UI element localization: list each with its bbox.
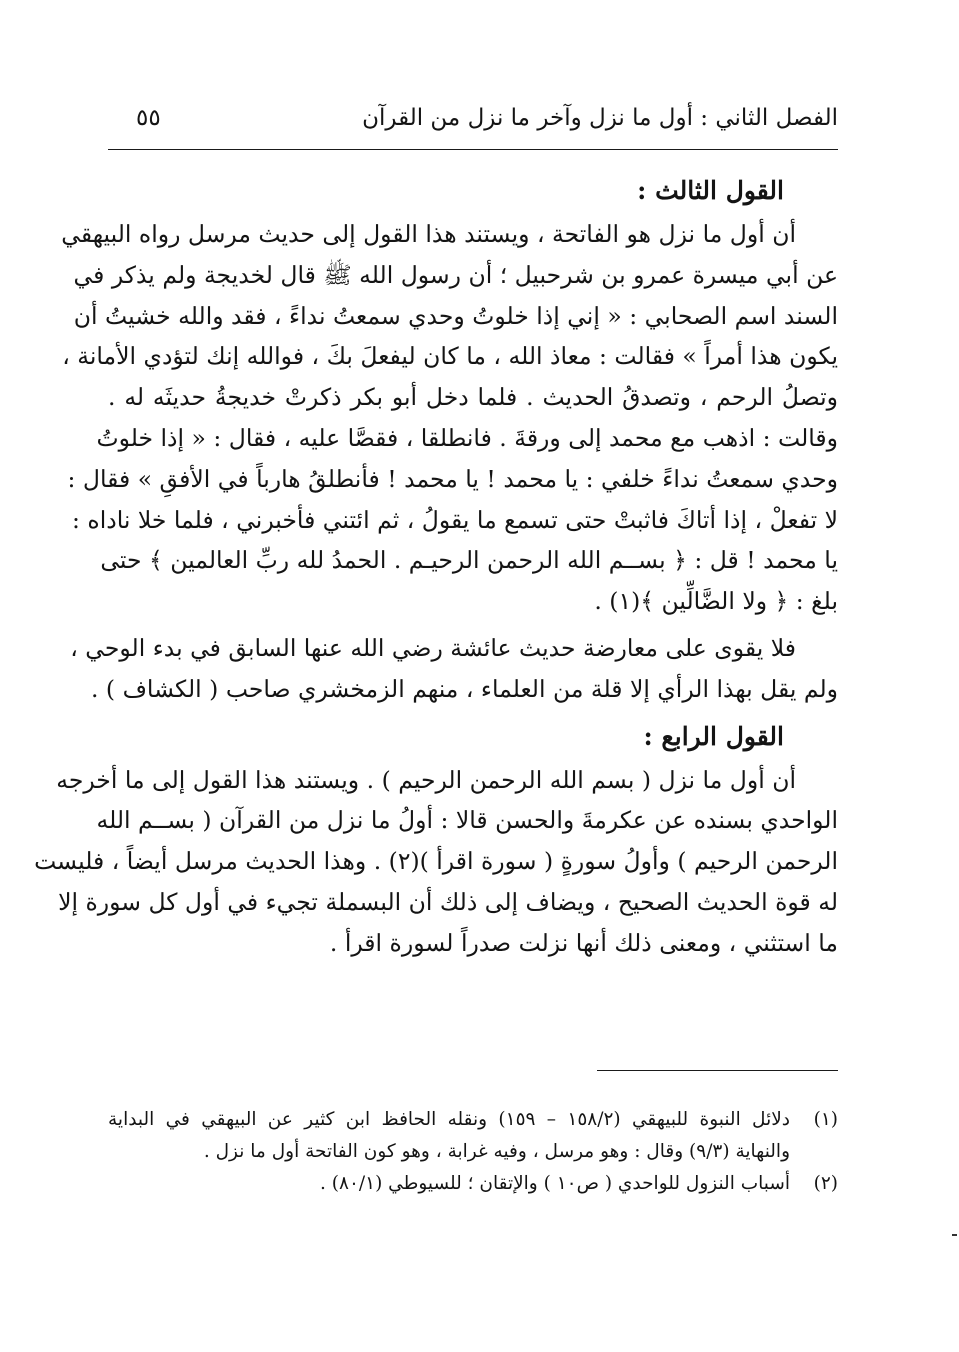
chapter-title: الفصل الثاني : أول ما نزل وآخر ما نزل من القرآن — [362, 105, 838, 131]
main-text — [34, 168, 838, 964]
footnotes — [108, 1104, 838, 1200]
text-line: السند اسم الصحابي : « إني إذا خلوتُ وحدي سمعتُ نداءً ، فقد والله خشيتُ أن — [73, 301, 838, 330]
header-divider — [108, 149, 838, 150]
footnote-number: (٢) — [813, 1173, 838, 1194]
text-line: عن أبي ميسرة عمرو بن شرحبيل ؛ أن رسول الله ﷺ قال لخديجة ولم يذكر في — [73, 260, 838, 289]
footnote-number: (١) — [813, 1109, 838, 1130]
text-line: أن أول ما نزل هو الفاتحة ، ويستند هذا القول إلى حديث مرسل رواه البيهقي — [61, 220, 796, 248]
text-line: له قوة الحديث الصحيح ، ويضاف إلى ذلك أن البسملة تجيء في أول كل سورة إلا — [58, 887, 838, 916]
text-line: ما استثني ، ومعنى ذلك أنها نزلت صدراً لسورة اقرأ . — [329, 928, 838, 957]
footnote-divider — [597, 1070, 838, 1071]
footnote-2 — [108, 1168, 838, 1200]
text-line: ولم يقل بهذا الرأي إلا قلة من العلماء ، منهم الزمخشري صاحب ( الكشاف ) . — [90, 674, 838, 703]
margin-mark — [952, 1234, 957, 1236]
text-line: لا تفعلْ ، إذا أتاكَ فاثبتْ حتى تسمع ما يقولُ ، ثم ائتني فأخبرني ، فلما خلا ناداه : — [72, 505, 838, 534]
footnote-1-continued — [108, 1136, 838, 1168]
footnote-1 — [108, 1104, 838, 1136]
text-line: أن أول ما نزل ( بسم الله الرحمن الرحيم ) . ويستند هذا القول إلى ما أخرجه — [56, 765, 796, 794]
section-heading-fourth-opinion: القول الرابع : — [643, 721, 784, 751]
text-line: وقالت : اذهب مع محمد إلى ورقةَ . فانطلقا ، فقصَّا عليه ، فقال : « إذا خلوتُ — [96, 423, 838, 452]
running-header — [108, 98, 838, 138]
text-line: يكون هذا أمراً » فقالت : معاذ الله ، ما كان ليفعلَ بكَ ، فوالله إنك لتؤدي الأمانة ، — [62, 342, 838, 371]
footnote-line: دلائل النبوة للبيهقي (١٥٨/٢ – ١٥٩) ونقله الحافظ ابن كثير عن البيهقي في البداية — [108, 1109, 791, 1130]
text-line: يا محمد ! قل : ﴿ بســم الله الرحمن الرحيـم . الحمدُ لله ربِّ العالمين ﴾ حتى — [100, 546, 838, 575]
footnote-line: أسباب النزول للواحدي ( ص١٠ ) والإتقان ؛ للسيوطي (٨٠/١) . — [320, 1173, 790, 1194]
section-heading-third-opinion: القول الثالث : — [637, 176, 784, 205]
text-line: بلغ : ﴿ ولا الضَّالِّين ﴾(١) . — [594, 587, 838, 616]
text-line: الواحدي بسنده عن عكرمةَ والحسن قالا : أولُ ما نزل من القرآن ( بســم الله — [96, 806, 838, 835]
text-line: فلا يقوى على معارضة حديث عائشة رضي الله عنها السابق في بدء الوحي ، — [70, 633, 796, 662]
text-line: وحدي سمعتُ نداءً خلفي : يا محمد ! يا محمد ! فأنطلقُ هارباً في الأفقِ » فقال : — [67, 464, 838, 493]
page-number: ٥٥ — [136, 105, 161, 131]
footnote-line: والنهاية (٩/٣) وقال : وهو مرسل ، وفيه غرابة ، وهو كون الفاتحة أول ما نزل . — [203, 1141, 790, 1162]
text-line: الرحمن الرحيم ) وأولُ سورةٍ ( سورة اقرأ )(٢) . وهذا الحديث مرسل أيضاً ، فليست — [34, 847, 838, 876]
text-line: وتصلُ الرحم ، وتصدقُ الحديث . فلما دخل أبو بكر ذكرتْ خديجةُ حديثَه له . — [108, 383, 838, 412]
